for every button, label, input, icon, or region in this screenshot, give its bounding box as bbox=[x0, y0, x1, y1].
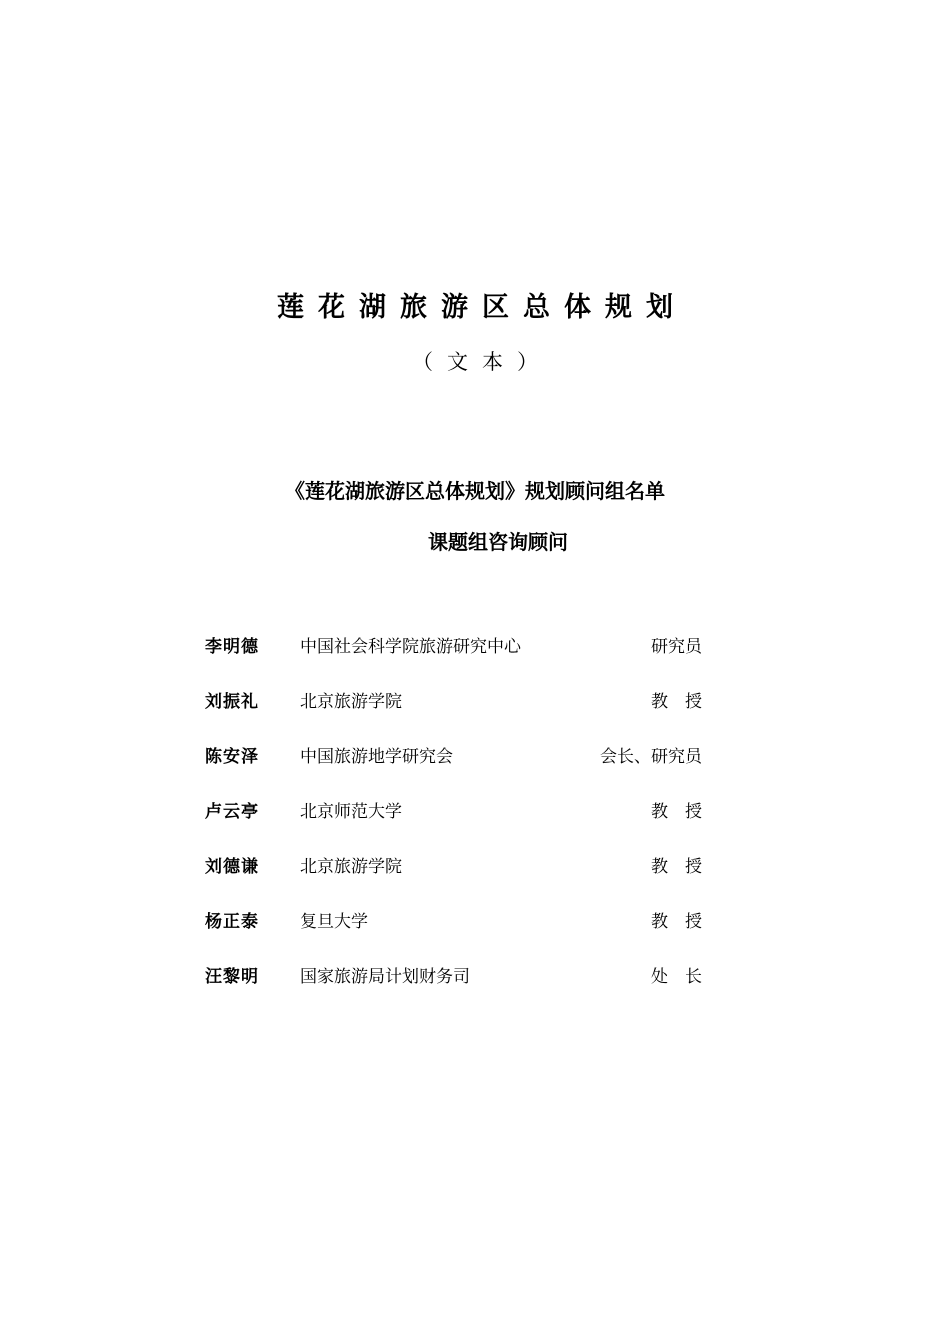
advisor-name: 陈安泽 bbox=[205, 747, 259, 767]
advisor-row bbox=[205, 685, 702, 740]
advisor-organization: 中国社会科学院旅游研究中心 bbox=[300, 637, 521, 657]
advisor-row bbox=[205, 905, 702, 960]
advisor-organization: 中国旅游地学研究会 bbox=[300, 747, 453, 767]
advisor-organization: 北京师范大学 bbox=[300, 802, 402, 822]
advisor-role: 会长、研究员 bbox=[600, 747, 702, 767]
advisory-group-title: 课题组咨询顾问 bbox=[428, 530, 568, 554]
document-title: 莲花湖旅游区总体规划 bbox=[277, 292, 687, 323]
advisor-name: 李明德 bbox=[205, 637, 259, 657]
advisor-role: 教 授 bbox=[651, 912, 702, 932]
advisor-organization: 复旦大学 bbox=[300, 912, 368, 932]
advisor-name: 卢云亭 bbox=[205, 802, 259, 822]
advisor-name: 汪黎明 bbox=[205, 967, 259, 987]
advisor-role: 教 授 bbox=[651, 802, 702, 822]
advisor-name: 刘振礼 bbox=[205, 692, 259, 712]
advisor-row bbox=[205, 850, 702, 905]
advisory-list-title: 《莲花湖旅游区总体规划》规划顾问组名单 bbox=[285, 479, 665, 503]
advisor-name: 刘德谦 bbox=[205, 857, 259, 877]
advisor-row bbox=[205, 630, 702, 685]
advisor-role: 研究员 bbox=[651, 637, 702, 657]
advisor-row bbox=[205, 795, 702, 850]
advisor-role: 教 授 bbox=[651, 857, 702, 877]
advisor-row bbox=[205, 960, 702, 1015]
advisor-row bbox=[205, 740, 702, 795]
document-subtitle: （文本） bbox=[412, 350, 552, 374]
advisor-organization: 北京旅游学院 bbox=[300, 857, 402, 877]
advisor-role: 处 长 bbox=[651, 967, 702, 987]
advisor-name: 杨正泰 bbox=[205, 912, 259, 932]
advisor-list bbox=[205, 630, 702, 1015]
advisor-organization: 国家旅游局计划财务司 bbox=[300, 967, 470, 987]
advisor-role: 教 授 bbox=[651, 692, 702, 712]
advisor-organization: 北京旅游学院 bbox=[300, 692, 402, 712]
